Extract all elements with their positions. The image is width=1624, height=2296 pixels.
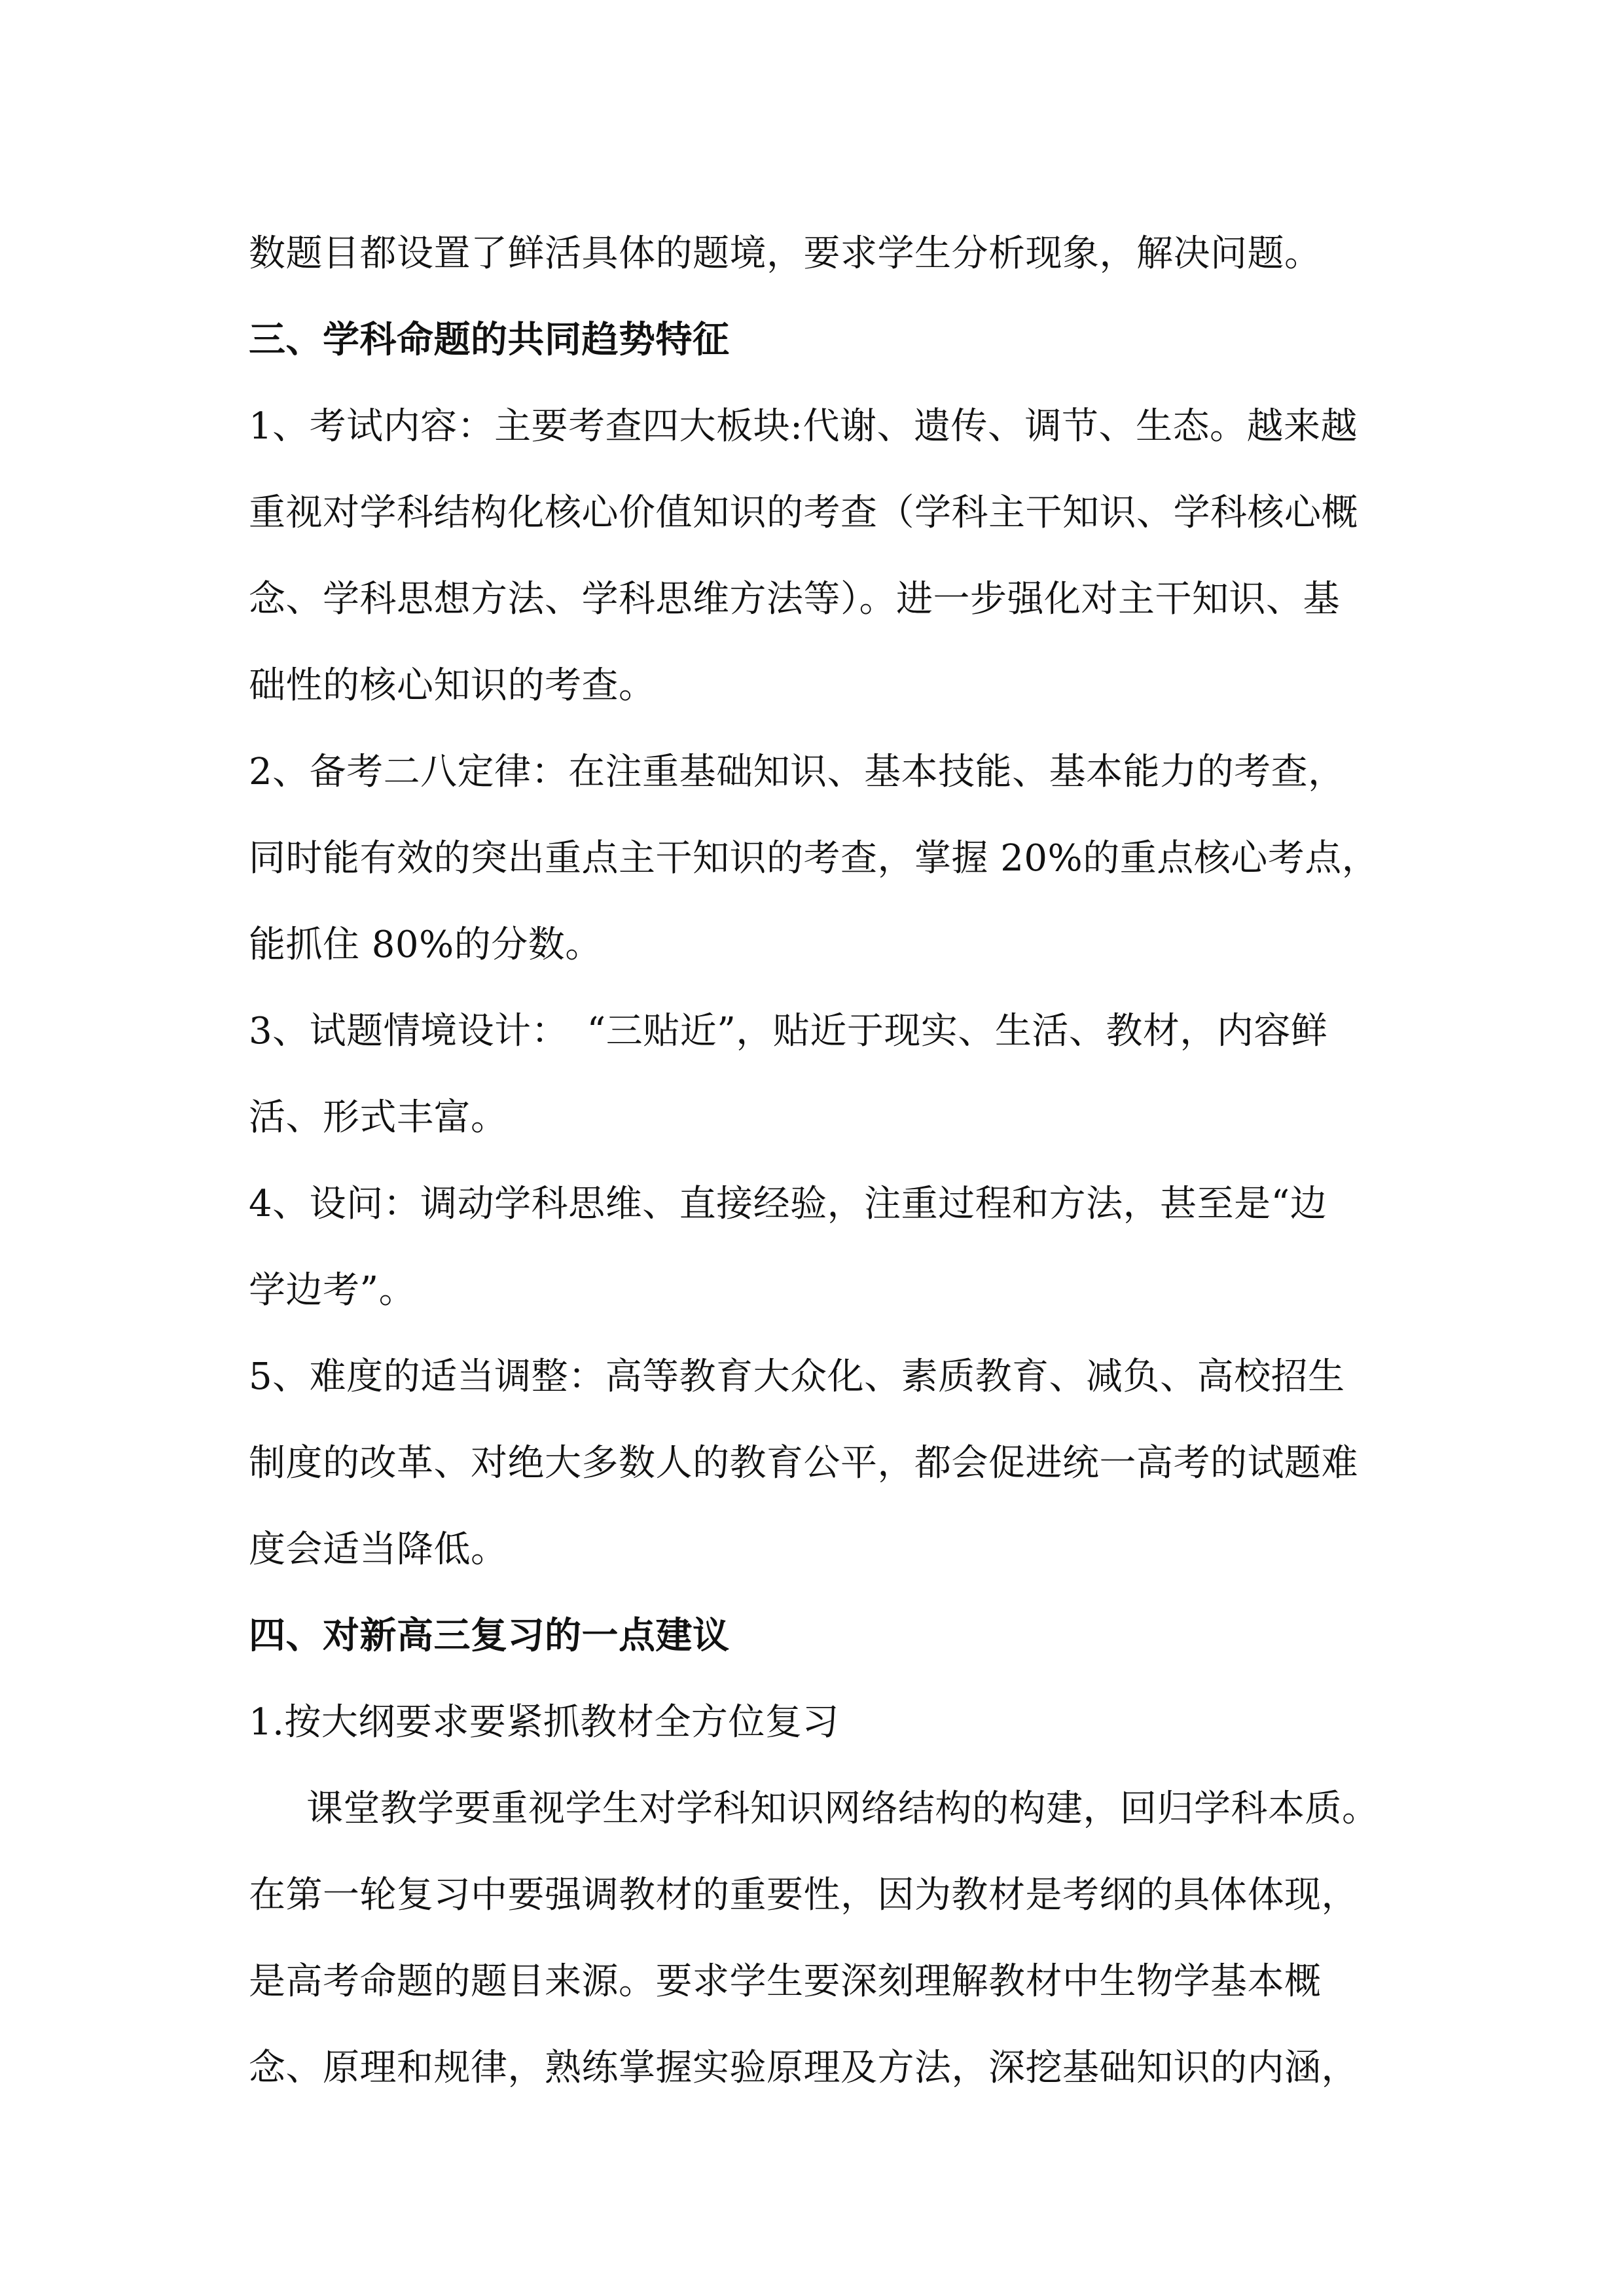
paragraph-line: 能抓住 80%的分数。	[249, 924, 602, 966]
paragraph-line: 制度的改革、对绝大多数人的教育公平，都会促进统一高考的试题难	[249, 1442, 1358, 1484]
section-heading-3: 三、学科命题的共同趋势特征	[249, 319, 730, 361]
paragraph-line: 念、学科思想方法、学科思维方法等）。进一步强化对主干知识、基	[249, 578, 1340, 620]
paragraph-line: 5、难度的适当调整：高等教育大众化、素质教育、减负、高校招生	[249, 1355, 1345, 1398]
paragraph-line: 数题目都设置了鲜活具体的题境，要求学生分析现象，解决问题。	[249, 232, 1322, 275]
section-heading-4: 四、对新高三复习的一点建议	[249, 1615, 730, 1657]
paragraph-line: 在第一轮复习中要强调教材的重要性，因为教材是考纲的具体体现，	[249, 1874, 1358, 1916]
paragraph-line: 学边考”。	[249, 1269, 416, 1312]
subsection-heading: 1.按大纲要求要紧抓教材全方位复习	[249, 1701, 839, 1744]
paragraph-line: 4、设问：调动学科思维、直接经验，注重过程和方法，甚至是“边	[249, 1183, 1327, 1225]
paragraph-line: 重视对学科结构化核心价值知识的考查（学科主干知识、学科核心概	[249, 492, 1358, 534]
paragraph-line: 2、备考二八定律：在注重基础知识、基本技能、基本能力的考查，	[249, 751, 1345, 793]
paragraph-line: 课堂教学要重视学生对学科知识网络结构的构建，回归学科本质。	[306, 1787, 1379, 1830]
paragraph-line: 3、试题情境设计： “三贴近”，贴近于现实、生活、教材，内容鲜	[249, 1010, 1328, 1052]
paragraph-line: 1、考试内容：主要考查四大板块:代谢、遗传、调节、生态。越来越	[249, 405, 1358, 448]
paragraph-line: 础性的核心知识的考查。	[249, 664, 656, 707]
paragraph-line: 度会适当降低。	[249, 1528, 508, 1571]
document-body	[249, 211, 1390, 2111]
paragraph-line: 同时能有效的突出重点主干知识的考查，掌握 20%的重点核心考点，	[249, 837, 1379, 880]
paragraph-line: 是高考命题的题目来源。要求学生要深刻理解教材中生物学基本概	[249, 1960, 1322, 2003]
paragraph-line: 念、原理和规律，熟练掌握实验原理及方法，深挖基础知识的内涵，	[249, 2047, 1358, 2089]
paragraph-line: 活、形式丰富。	[249, 1096, 508, 1139]
